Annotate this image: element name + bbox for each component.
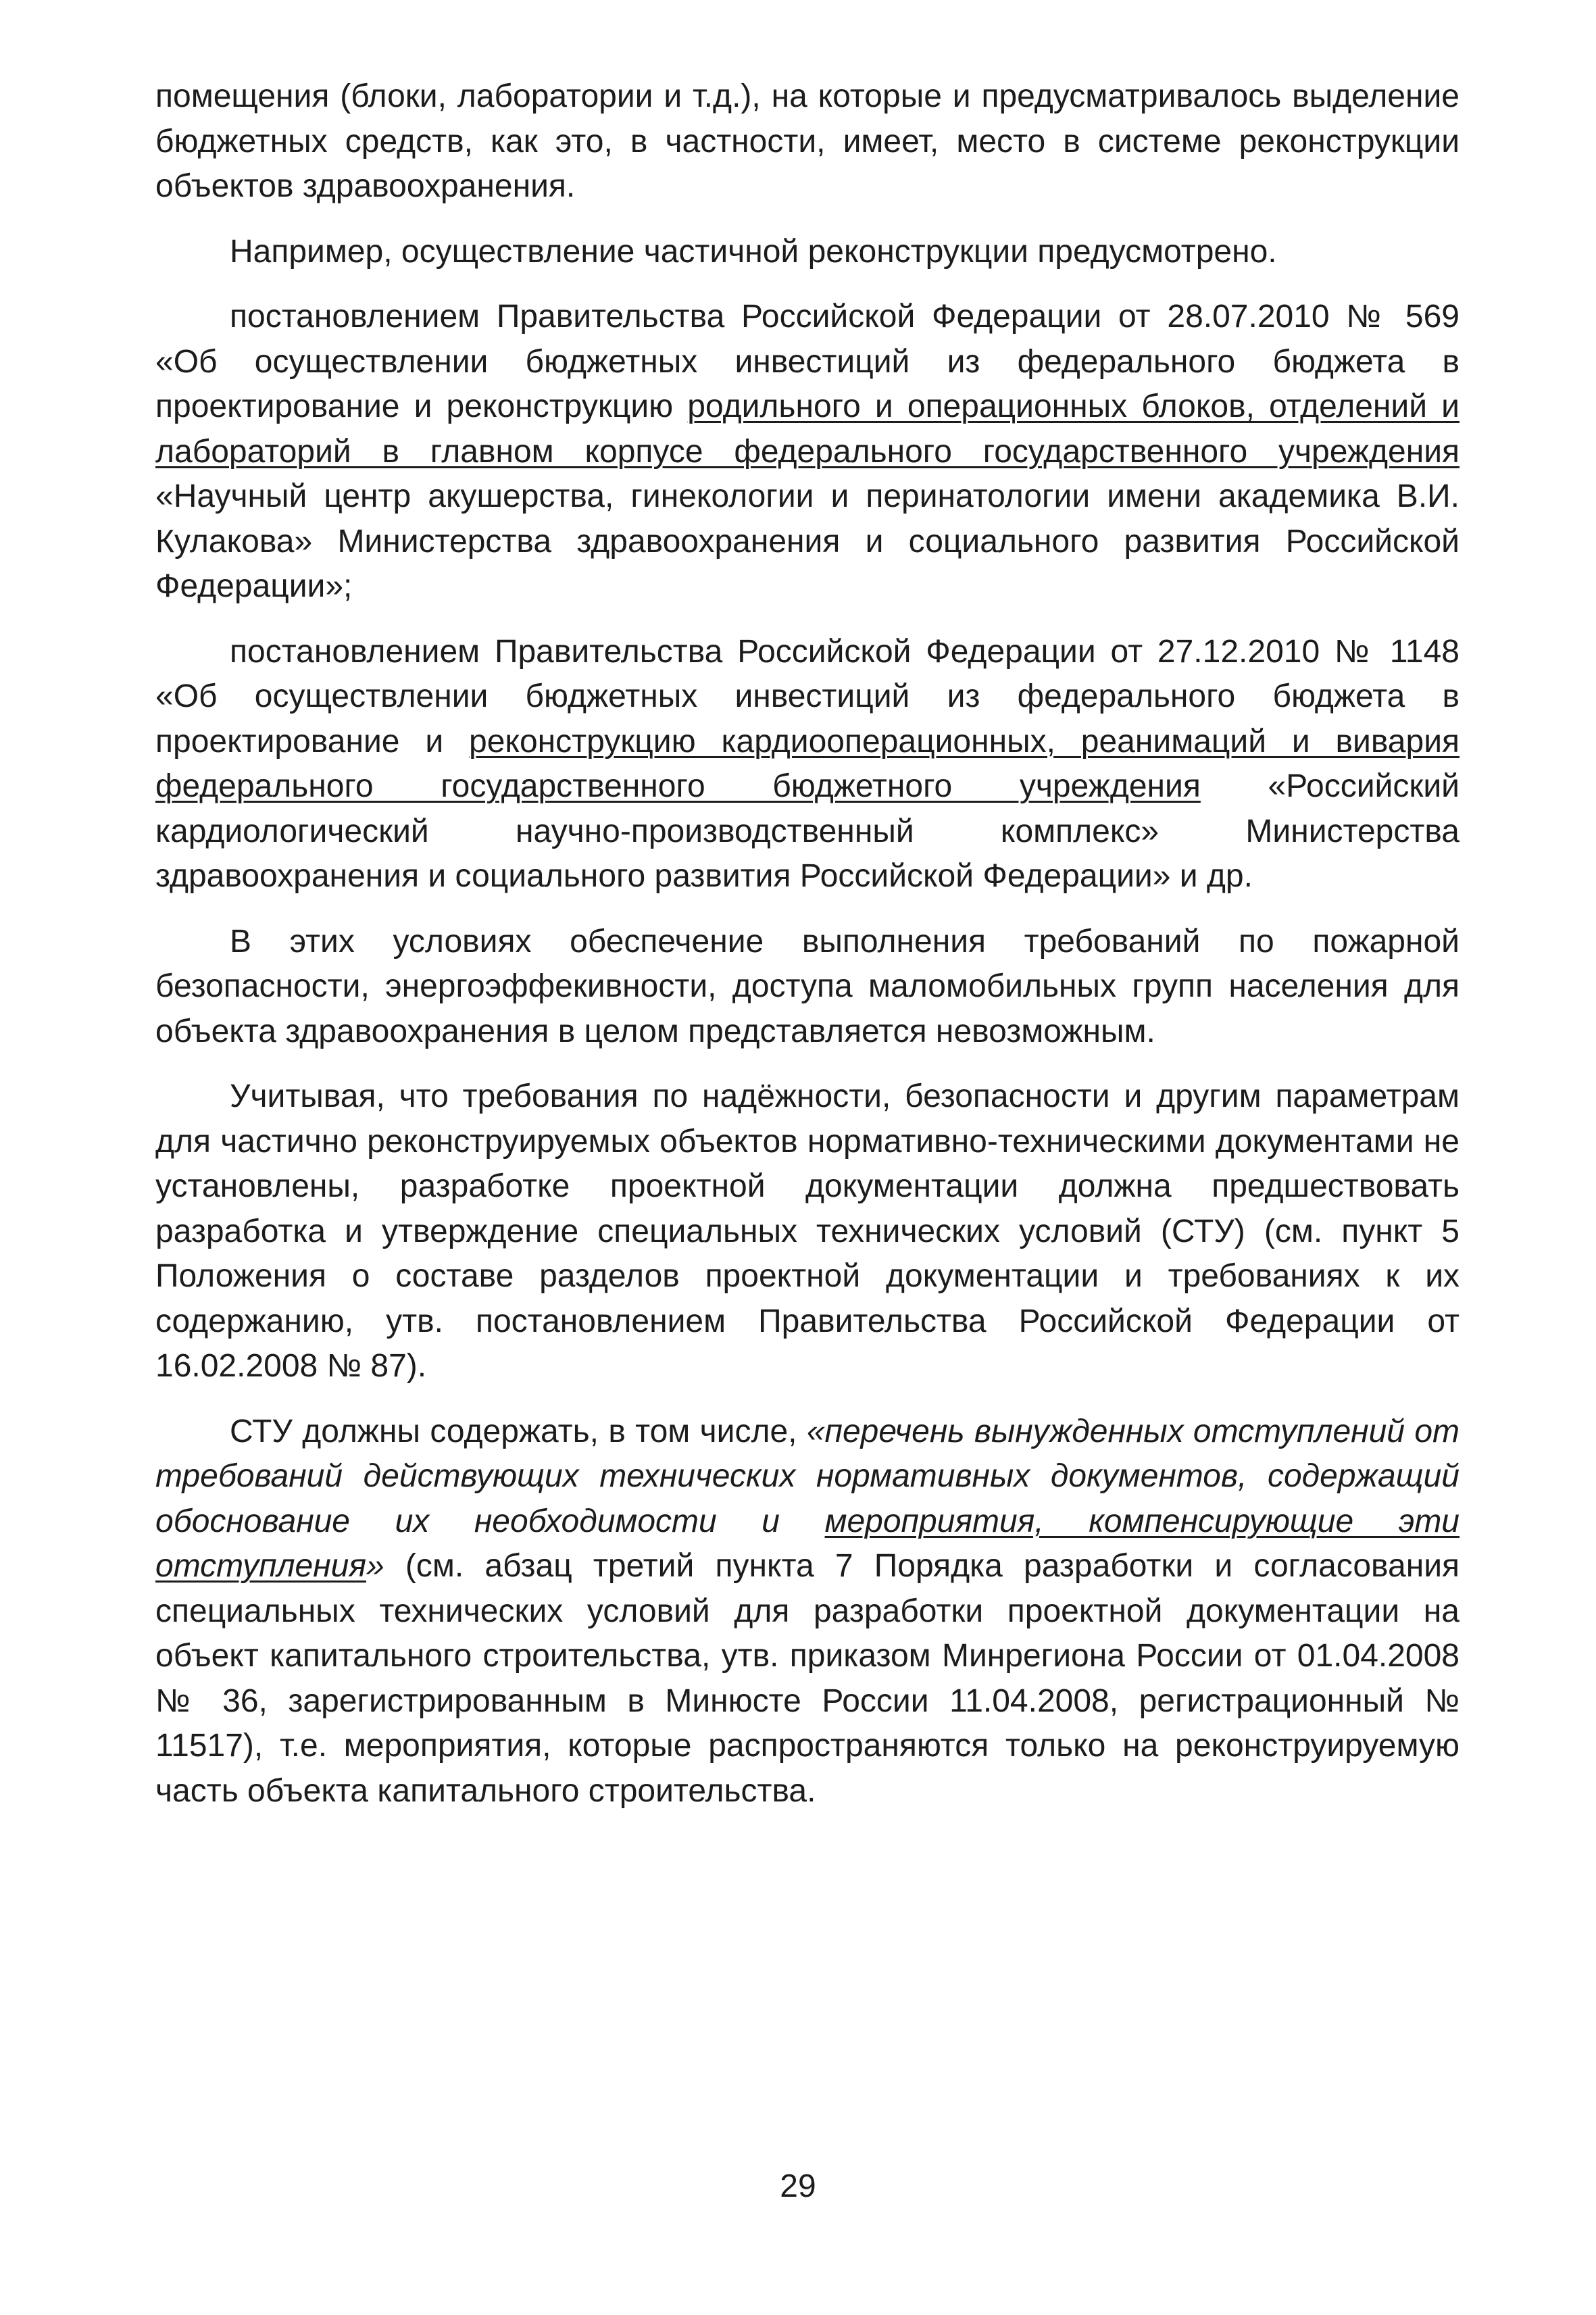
decree-1148-text-start: постановлением Правительства Российской Федерации от 27.12.2010 № 1148 «Об осуществлении бюджетных инвестиций из федерального бюджета в проектирование и — [155, 633, 1460, 760]
decree-569-text-start: постановлением Правительства Российской Федерации от 28.07.2010 № 569 «Об осуществлении бюджетных инвестиций из федерального бюджета в проектирование и реконструкцию — [155, 299, 1460, 424]
paragraph-requirements: Учитывая, что требования по надёжности, безопасности и другим параметрам для частично реконструируемых объектов нормативно-техническими документами не установлены, разработке проектной документации должна предшествовать разработка и утверждение специальных технических условий (СТУ) (см. пункт 5 Положения о составе разделов проектной документации и требованиях к их содержанию, утв. постановлением Правительства Российской Федерации от 16.02.2008 № 87). — [155, 1078, 1460, 1384]
decree-1148-text-end: «Российский кардиологический научно-производственный комплекс» Министерства здравоохранения и социального развития Российской Федерации» и др. — [155, 768, 1460, 894]
paragraph-decree-1148 — [155, 630, 1460, 899]
body-text — [155, 74, 1460, 1814]
paragraph-example-intro: Например, осуществление частичной реконструкции предусмотрено. — [230, 233, 1277, 270]
decree-569-underlined: родильного и операционных блоков, отделений и лабораторий в главном корпусе федерального государственного учреждения — [155, 389, 1460, 470]
decree-569-text-end: «Научный центр акушерства, гинекологии и перинатологии имени академика В.И. Кулакова» Министерства здравоохранения и социального развития Российской Федерации»; — [155, 478, 1460, 604]
paragraph-conditions: В этих условиях обеспечение выполнения требований по пожарной безопасности, энергоэффекивности, доступа маломобильных групп населения для объекта здравоохранения в целом представляется невозможным. — [155, 923, 1460, 1049]
page-number: 29 — [780, 2168, 816, 2204]
paragraph-stu — [155, 1410, 1460, 1814]
stu-italic-quote: «перечень вынужденных отступлений от требований действующих технических нормативных документов, содержащий обоснование их необходимости и — [155, 1413, 1460, 1539]
decree-1148-underlined: реконструкцию кардиооперационных, реанимаций и вивария федерального государственного бюджетного учреждения — [155, 723, 1460, 804]
paragraph-decree-569 — [155, 295, 1460, 609]
stu-italic-underlined: мероприятия, компенсирующие эти отступления — [155, 1503, 1460, 1584]
stu-text-end: (см. абзац третий пункта 7 Порядка разработки и согласования специальных технических условий для разработки проектной документации на объект капитального строительства, утв. приказом Минрегиона России от 01.04.2008 № 36, зарегистрированным в Минюсте России 11.04.2008, регистрационный № 11517), т.е. мероприятия, которые распространяются только на реконструируемую часть объекта капитального строительства. — [155, 1548, 1460, 1809]
stu-italic-quote-end: » — [366, 1548, 384, 1584]
paragraph-continuation: помещения (блоки, лаборатории и т.д.), на которые и предусматривалось выделение бюджетных средств, как это, в частности, имеет, место в системе реконструкции объектов здравоохранения. — [155, 78, 1460, 204]
stu-text-start: СТУ должны содержать, в том числе, — [230, 1413, 807, 1449]
